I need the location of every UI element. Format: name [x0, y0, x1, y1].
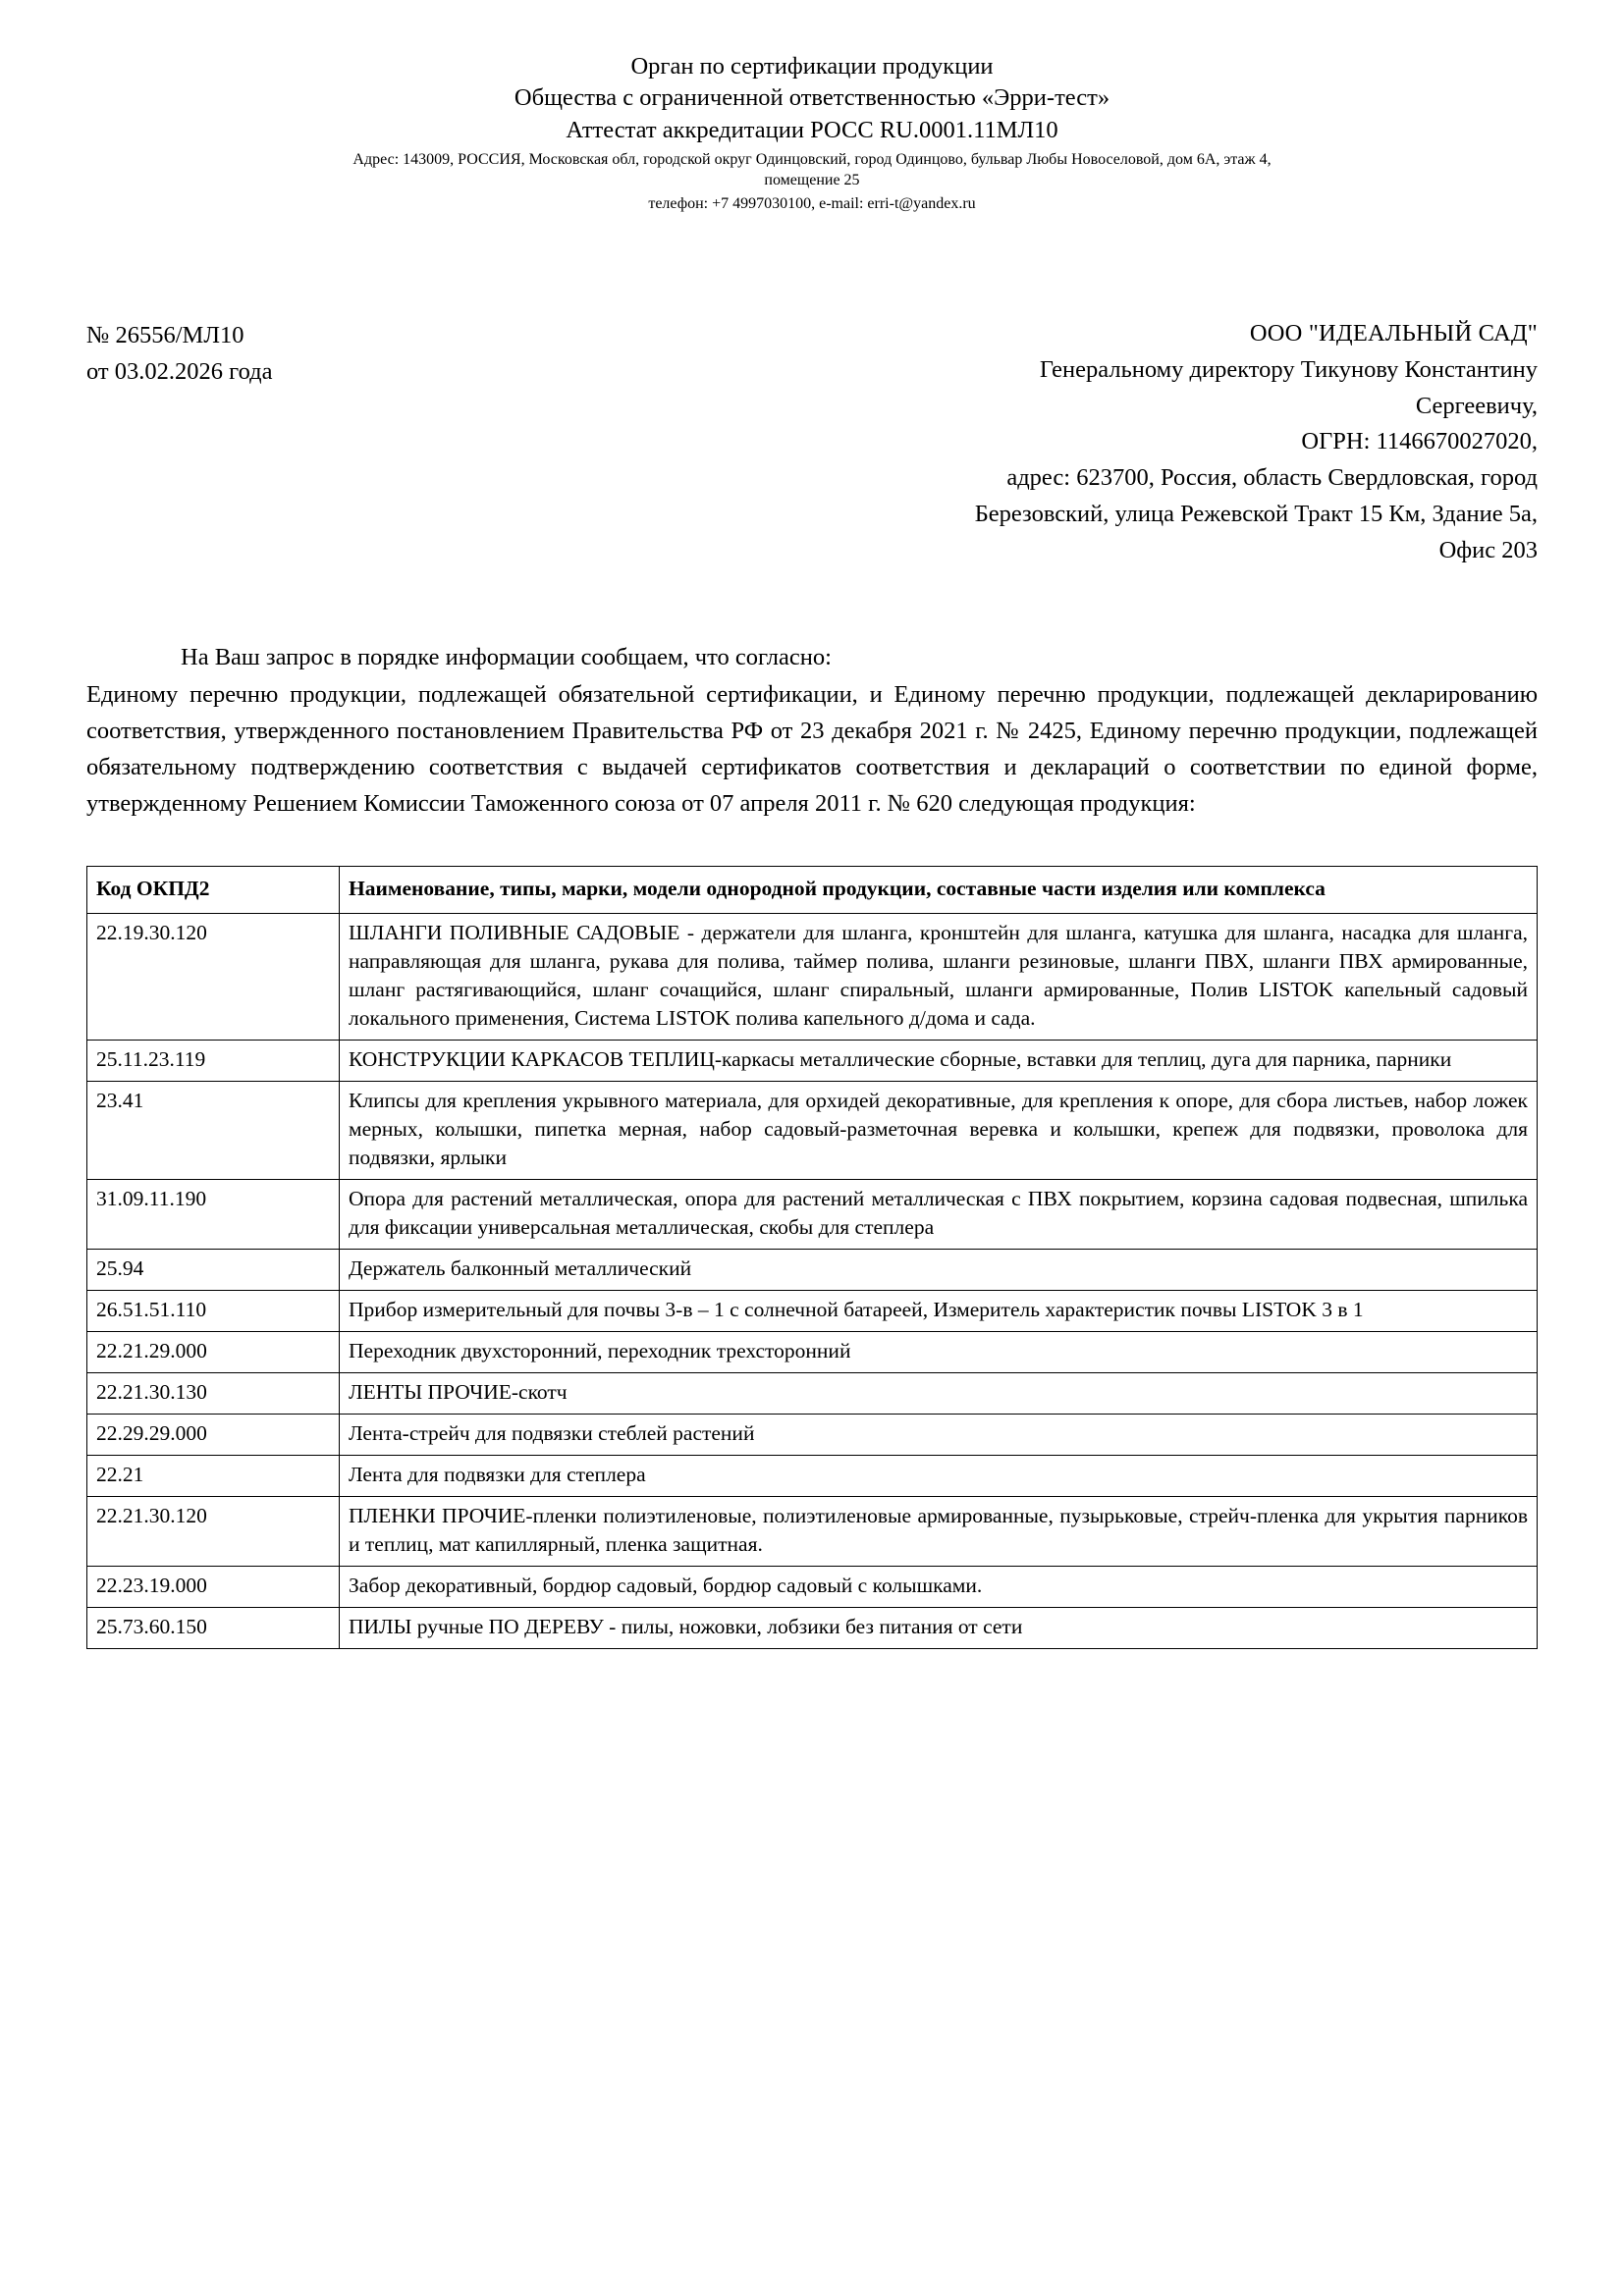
row-name: Забор декоративный, бордюр садовый, бордюр садовый с колышками. [340, 1566, 1538, 1607]
addressee-ogrn: ОГРН: 1146670027020, [1301, 428, 1538, 455]
letterhead-address-2: помещение 25 [764, 171, 860, 188]
row-code: 23.41 [87, 1081, 340, 1179]
table-row [87, 1040, 1538, 1081]
row-code: 26.51.51.110 [87, 1290, 340, 1331]
addressee-address-1: адрес: 623700, Россия, область Свердловская, город [1006, 464, 1538, 492]
table-row [87, 1249, 1538, 1290]
reference-number: № 26556/МЛ10 [86, 322, 244, 349]
table-row [87, 1496, 1538, 1566]
reference-date: от 03.02.2026 года [86, 357, 273, 385]
letterhead-contacts: телефон: +7 4997030100, e-mail: erri-t@yandex.ru [648, 194, 976, 212]
table-header-row [87, 866, 1538, 913]
row-code: 22.19.30.120 [87, 913, 340, 1040]
table-row [87, 1179, 1538, 1249]
letterhead [86, 51, 1538, 214]
row-name: Лента-стрейч для подвязки стеблей растений [340, 1414, 1538, 1455]
row-code: 22.21.29.000 [87, 1331, 340, 1372]
row-name: Прибор измерительный для почвы 3-в – 1 с солнечной батареей, Измеритель характеристик почвы LISTOK 3 в 1 [340, 1290, 1538, 1331]
row-code: 25.11.23.119 [87, 1040, 340, 1081]
table-row [87, 1372, 1538, 1414]
row-code: 25.73.60.150 [87, 1607, 340, 1648]
letterhead-line-2: Общества с ограниченной ответственностью «Эрри-тест» [514, 84, 1110, 112]
body-paragraph: Единому перечню продукции, подлежащей обязательной сертификации, и Единому перечню продукции, подлежащей декларированию соответствия, утвержденного постановлением Правительства РФ от 23 декабря 2021 г. № 2425, Единому перечню продукции, подлежащей обязательному подтверждению соответствия с выдачей сертификатов соответствия и деклараций о соответствии по единой форме, утвержденному Решением Комиссии Таможенного союза от 07 апреля 2011 г. № 620 следующая продукция: [86, 680, 1538, 818]
addressee-company: ООО "ИДЕАЛЬНЫЙ САД" [1249, 320, 1538, 347]
row-name: ЛЕНТЫ ПРОЧИЕ-скотч [340, 1372, 1538, 1414]
addressee-block [975, 316, 1538, 568]
addressee-line-2: Сергеевичу, [1415, 392, 1538, 419]
row-name: Опора для растений металлическая, опора для растений металлическая с ПВХ покрытием, корзина садовая подвесная, шпилька для фиксации универсальная металлическая, скобы для степлера [340, 1179, 1538, 1249]
product-table [86, 866, 1538, 1649]
row-code: 22.29.29.000 [87, 1414, 340, 1455]
row-name: ШЛАНГИ ПОЛИВНЫЕ САДОВЫЕ - держатели для шланга, кронштейн для шланга, катушка для шланга, насадка для шланга, направляющая для шланга, рукава для полива, таймер полива, шланги резиновые, шланги ПВХ, шланги ПВХ армированные, шланг растягивающийся, шланг сочащийся, шланг спиральный, шланги армированные, Полив LISTOK капельный садовый локального применения, Система LISTOK полива капельного д/дома и сада. [340, 913, 1538, 1040]
body-intro: На Ваш запрос в порядке информации сообщаем, что согласно: [181, 644, 832, 671]
table-row [87, 1414, 1538, 1455]
row-code: 22.23.19.000 [87, 1566, 340, 1607]
addressee-address-2: Березовский, улица Режевской Тракт 15 Км, Здание 5а, [974, 500, 1538, 527]
table-row [87, 913, 1538, 1040]
row-code: 22.21 [87, 1455, 340, 1496]
table-row [87, 1607, 1538, 1648]
reference-and-addressee [86, 316, 1538, 568]
letterhead-line-3: Аттестат аккредитации РОСС RU.0001.11МЛ10 [566, 116, 1058, 143]
reference-block [86, 316, 272, 391]
row-name: ПЛЕНКИ ПРОЧИЕ-пленки полиэтиленовые, полиэтиленовые армированные, пузырьковые, стрейч-пленка для укрытия парников и теплиц, мат капиллярный, пленка защитная. [340, 1496, 1538, 1566]
addressee-line-1: Генеральному директору Тикунову Константину [1039, 355, 1538, 383]
row-name: Держатель балконный металлический [340, 1249, 1538, 1290]
table-header-code: Код ОКПД2 [87, 866, 340, 913]
row-name: КОНСТРУКЦИИ КАРКАСОВ ТЕПЛИЦ-каркасы металлические сборные, вставки для теплиц, дуга для парника, парники [340, 1040, 1538, 1081]
row-name: ПИЛЫ ручные ПО ДЕРЕВУ - пилы, ножовки, лобзики без питания от сети [340, 1607, 1538, 1648]
table-row [87, 1331, 1538, 1372]
row-code: 25.94 [87, 1249, 340, 1290]
table-row [87, 1290, 1538, 1331]
table-row [87, 1455, 1538, 1496]
table-row [87, 1081, 1538, 1179]
row-name: Переходник двухсторонний, переходник трехсторонний [340, 1331, 1538, 1372]
row-code: 31.09.11.190 [87, 1179, 340, 1249]
addressee-office: Офис 203 [1438, 536, 1538, 563]
row-name: Лента для подвязки для степлера [340, 1455, 1538, 1496]
row-code: 22.21.30.120 [87, 1496, 340, 1566]
row-name: Клипсы для крепления укрывного материала, для орхидей декоративные, для крепления к опоре, для сбора листьев, набор ложек мерных, колышки, пипетка мерная, набор садовый-разметочная веревка и колышки, крепеж для подвязки, проволока для подвязки, ярлыки [340, 1081, 1538, 1179]
product-table-body [87, 866, 1538, 1648]
letterhead-line-1: Орган по сертификации продукции [630, 53, 994, 80]
row-code: 22.21.30.130 [87, 1372, 340, 1414]
body-text [86, 639, 1538, 822]
table-row [87, 1566, 1538, 1607]
letterhead-address: Адрес: 143009, РОССИЯ, Московская обл, городской округ Одинцовский, город Одинцово, бульвар Любы Новоселовой, дом 6А, этаж 4, [352, 150, 1272, 168]
table-header-name: Наименование, типы, марки, модели однородной продукции, составные части изделия или комплекса [340, 866, 1538, 913]
